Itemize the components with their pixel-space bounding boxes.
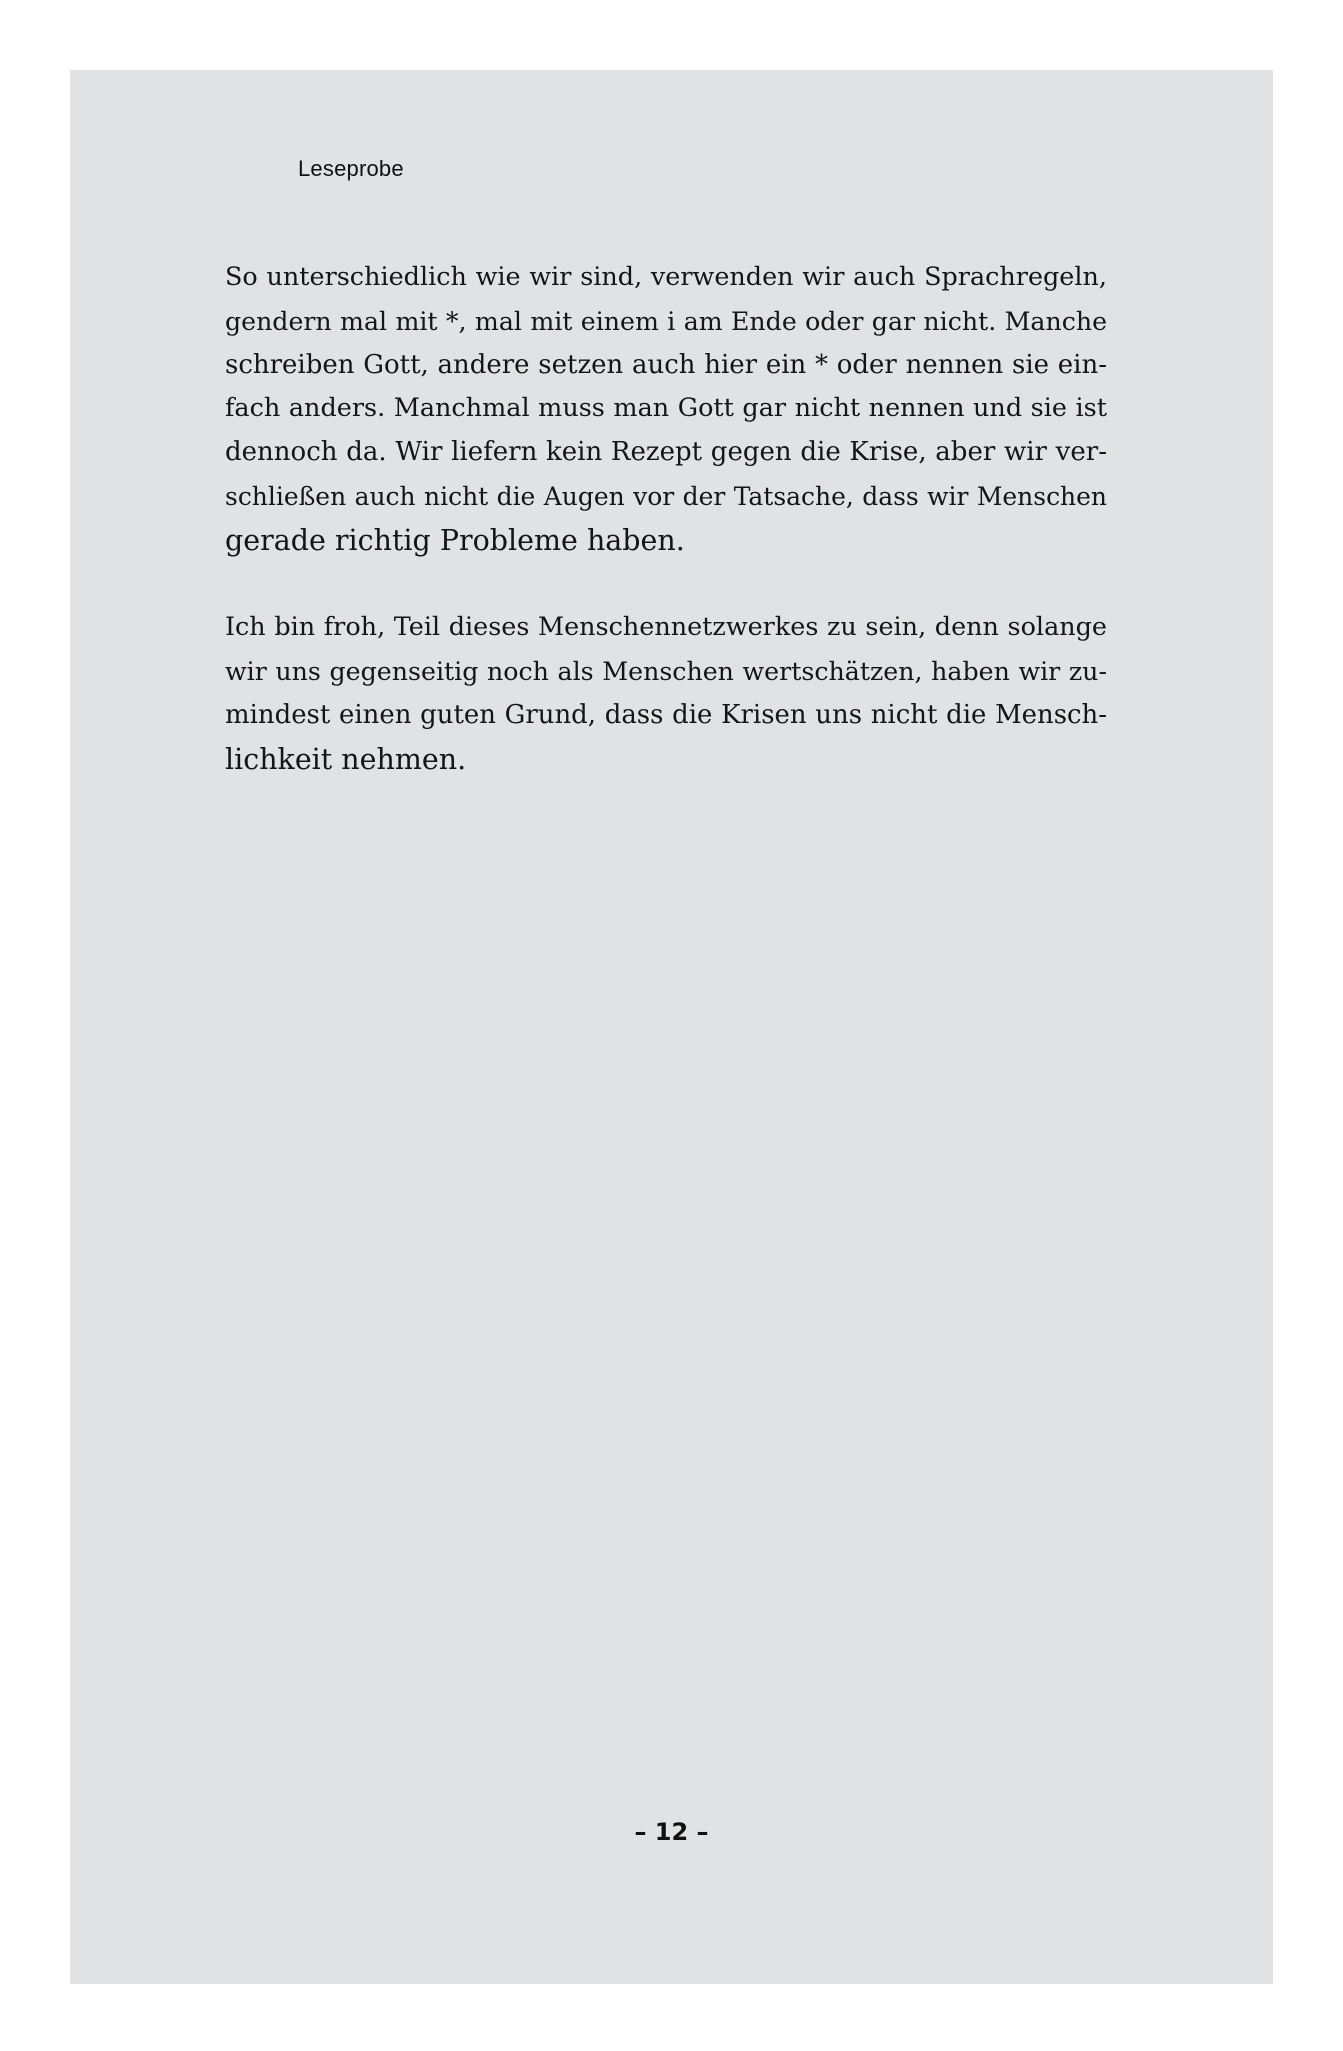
page-number: – 12 – — [634, 1818, 709, 1846]
text-line: Ich bin froh, Teil dieses Menschennetzwerkes zu sein, denn solange — [225, 612, 1107, 643]
book-page — [70, 70, 1273, 1984]
text-line: schreiben Gott, andere setzen auch hier ein * oder nennen sie ein- — [225, 349, 1107, 380]
text-line: gerade richtig Probleme haben. — [225, 523, 685, 557]
text-line: fach anders. Manchmal muss man Gott gar nicht nennen und sie ist — [225, 393, 1107, 424]
text-line: mindest einen guten Grund, dass die Krisen uns nicht die Mensch- — [225, 699, 1107, 730]
running-head: Leseprobe — [298, 156, 404, 181]
body-text — [225, 256, 1107, 782]
paragraph-1 — [225, 256, 1107, 563]
text-line: schließen auch nicht die Augen vor der Tatsache, dass wir Menschen — [225, 481, 1107, 511]
text-line: gendern mal mit *, mal mit einem i am Ende oder gar nicht. Manche — [225, 306, 1107, 336]
text-line: wir uns gegenseitig noch als Menschen wertschätzen, haben wir zu- — [225, 657, 1107, 687]
text-line: dennoch da. Wir liefern kein Rezept gegen die Krise, aber wir ver- — [225, 437, 1107, 468]
paragraph-2 — [225, 606, 1107, 781]
text-line: So unterschiedlich wie wir sind, verwenden wir auch Sprachregeln, — [225, 262, 1107, 292]
text-line: lichkeit nehmen. — [225, 742, 467, 776]
